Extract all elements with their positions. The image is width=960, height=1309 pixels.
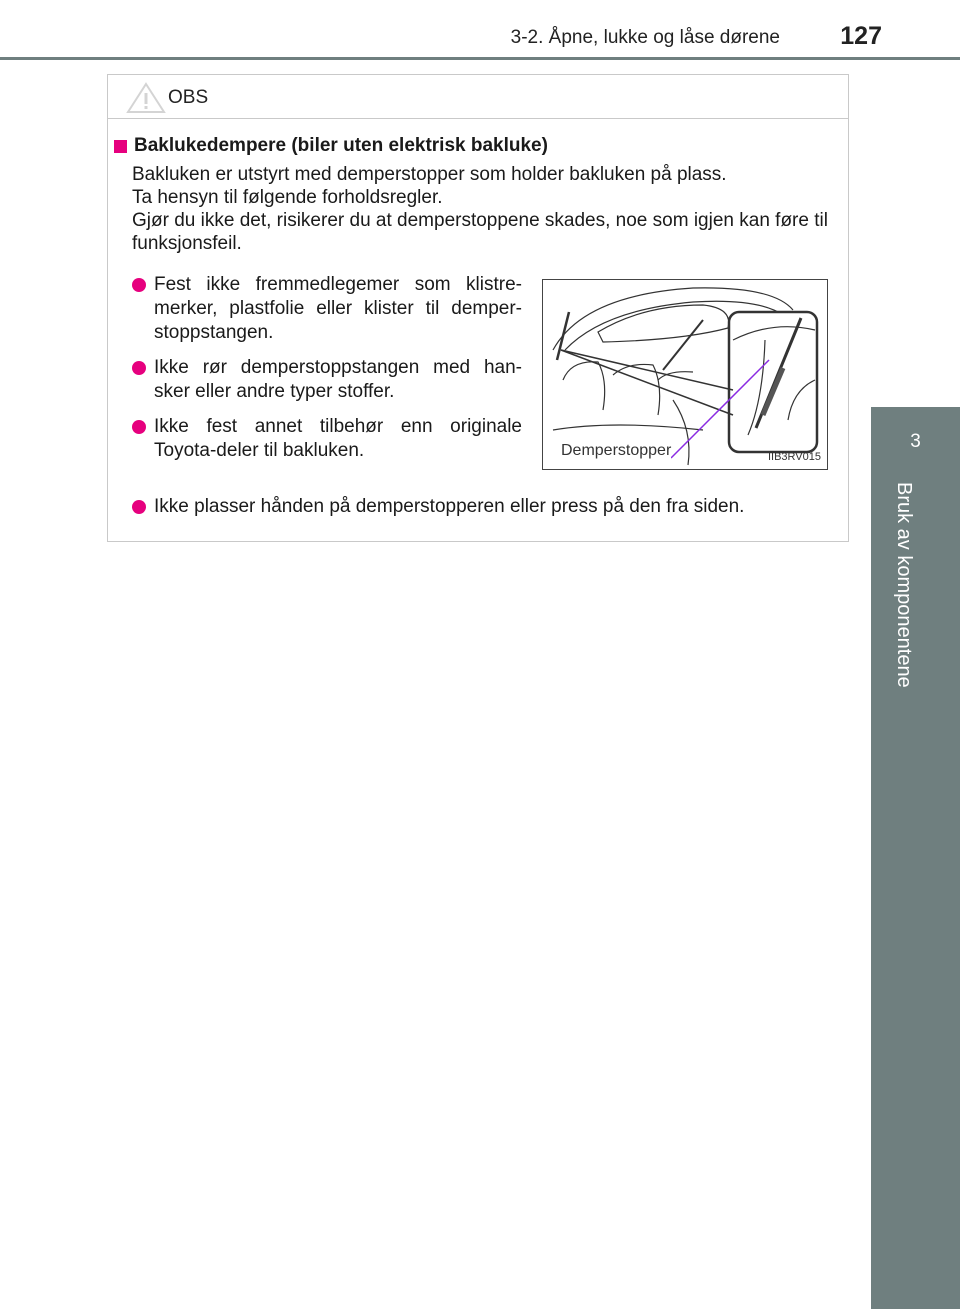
list-item <box>132 415 522 463</box>
body-text <box>132 163 844 255</box>
figure-code: IIB3RV015 <box>767 451 821 463</box>
bullet-list <box>132 273 522 474</box>
subheading <box>114 135 548 157</box>
circle-bullet-icon <box>132 500 146 514</box>
circle-bullet-icon <box>132 420 146 434</box>
circle-bullet-icon <box>132 278 146 292</box>
caution-header <box>108 75 848 119</box>
chapter-label: Bruk av komponentene <box>893 482 915 688</box>
caution-label: OBS <box>168 87 209 108</box>
circle-bullet-icon <box>132 361 146 375</box>
square-bullet-icon <box>114 140 127 153</box>
figure-label: Demperstopper <box>561 442 672 459</box>
list-item <box>132 495 844 519</box>
list-item-text: Ikke fest annet tilbehør enn originale Toyota-deler til bakluken. <box>154 416 522 461</box>
tailgate-illustration <box>542 279 828 470</box>
paragraph: Gjør du ikke det, risikerer du at demperstoppene skades, noe som igjen kan føre til funksjonsfeil. <box>132 210 828 254</box>
warning-triangle-icon <box>126 82 166 114</box>
tailgate-drawing <box>543 280 827 469</box>
list-item <box>132 356 522 404</box>
header-rule <box>0 57 960 60</box>
chapter-number: 3 <box>910 431 921 452</box>
paragraph: Bakluken er utstyrt med demperstopper som holder bakluken på plass. <box>132 164 727 185</box>
section-title: 3-2. Åpne, lukke og låse dørene <box>510 27 780 48</box>
paragraph: Ta hensyn til følgende forholdsregler. <box>132 187 443 208</box>
list-item-text: Ikke rør demperstoppstangen med han-sker eller andre typer stoffer. <box>154 357 522 402</box>
chapter-tab <box>871 407 960 1309</box>
list-item-text: Fest ikke fremmedlegemer som klistre-merker, plastfolie eller klister til demper-stoppstangen. <box>154 274 522 343</box>
subheading-text: Baklukedempere (biler uten elektrisk bakluke) <box>134 135 548 156</box>
page-number: 127 <box>840 22 882 50</box>
list-item <box>132 273 522 345</box>
caution-box <box>107 74 849 542</box>
list-item-text: Ikke plasser hånden på demperstopperen eller press på den fra siden. <box>154 496 745 517</box>
